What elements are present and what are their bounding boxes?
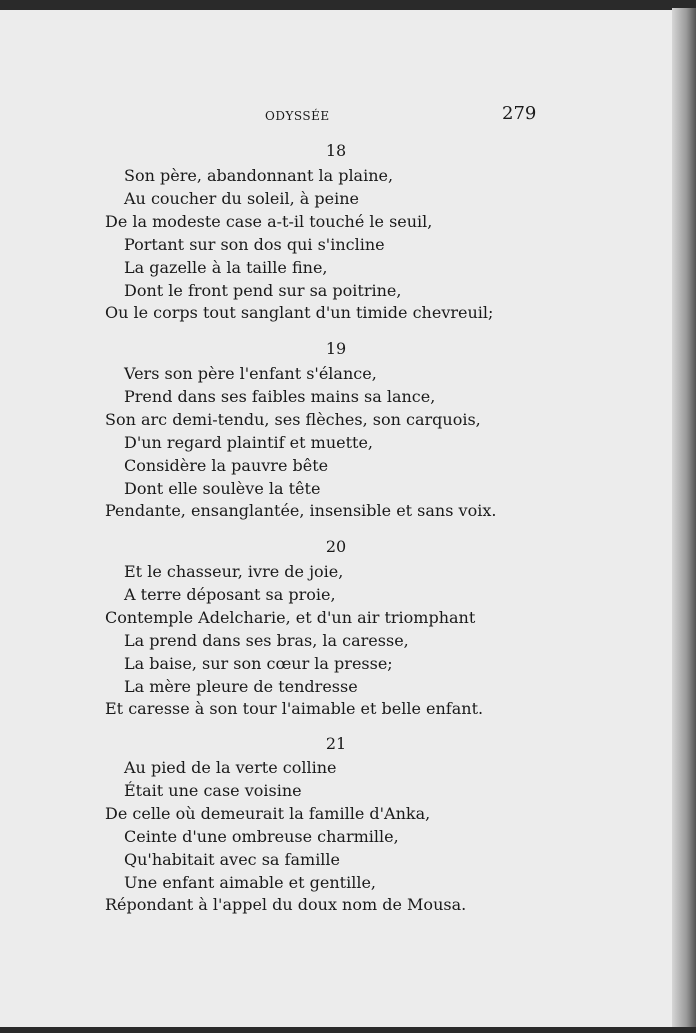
verse-line: Portant sur son dos qui s'incline (124, 235, 385, 254)
verse-line: Et le chasseur, ivre de joie, (124, 562, 344, 581)
verse-line: La baise, sur son cœur la presse; (124, 654, 393, 673)
verse-line: A terre déposant sa proie, (124, 585, 336, 604)
page-number: 279 (502, 103, 537, 124)
verse-line: Ceinte d'une ombreuse charmille, (124, 827, 399, 846)
verse-line: Son arc demi-tendu, ses flèches, son carquois, (105, 410, 481, 429)
verse-line: Son père, abandonnant la plaine, (124, 166, 394, 185)
stanza-number: 20 (325, 537, 347, 556)
verse-line: Et caresse à son tour l'aimable et belle enfant. (105, 699, 484, 718)
verse-line: La gazelle à la taille fine, (124, 258, 328, 277)
book-page (0, 10, 672, 1027)
verse-line: Dont le front pend sur sa poitrine, (124, 281, 402, 300)
stanza-number: 18 (325, 141, 347, 160)
verse-line: Contemple Adelcharie, et d'un air triomphant (105, 608, 476, 627)
verse-line: Au coucher du soleil, à peine (124, 189, 360, 208)
verse-line: D'un regard plaintif et muette, (124, 433, 374, 452)
stanza-number: 21 (325, 734, 347, 753)
verse-line: Au pied de la verte colline (124, 758, 337, 777)
page-edge (672, 8, 696, 1027)
verse-line: Dont elle soulève la tête (124, 479, 321, 498)
verse-line: De celle où demeurait la famille d'Anka, (105, 804, 431, 823)
verse-line: Répondant à l'appel du doux nom de Mousa. (105, 895, 467, 914)
verse-line: De la modeste case a-t-il touché le seuil, (105, 212, 433, 231)
verse-line: Ou le corps tout sanglant d'un timide chevreuil; (105, 303, 494, 322)
verse-line: Une enfant aimable et gentille, (124, 873, 377, 892)
verse-line: La mère pleure de tendresse (124, 677, 358, 696)
stanza-number: 19 (325, 339, 347, 358)
verse-line: Vers son père l'enfant s'élance, (124, 364, 377, 383)
verse-line: Considère la pauvre bête (124, 456, 329, 475)
verse-line: Était une case voisine (124, 781, 302, 800)
verse-line: Prend dans ses faibles mains sa lance, (124, 387, 436, 406)
verse-line: Qu'habitait avec sa famille (124, 850, 341, 869)
running-header: ODYSSÉE (265, 109, 330, 123)
verse-line: Pendante, ensanglantée, insensible et sans voix. (105, 501, 497, 520)
verse-line: La prend dans ses bras, la caresse, (124, 631, 409, 650)
